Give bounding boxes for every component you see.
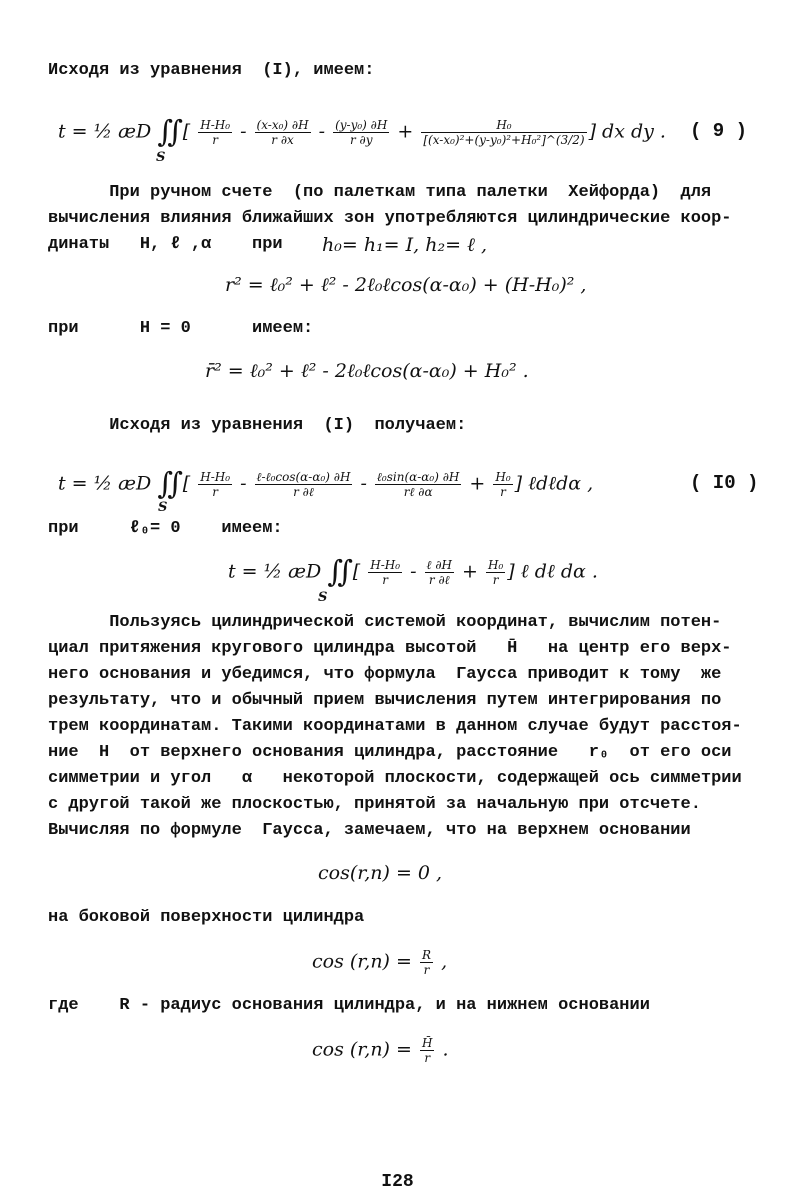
paragraph-line: вычисления влияния ближайших зон употребляются цилиндрические коор- <box>48 209 732 228</box>
paragraph-line: с другой такой же плоскостью, принятой за начальную при отсчете. <box>48 795 701 814</box>
cos3-lhs: cos (r,n) = <box>312 1038 412 1061</box>
integral-subscript: S <box>318 590 328 605</box>
paragraph-line: Пользуясь цилиндрической системой координат, вычислим потен- <box>48 613 722 632</box>
eq10-prefix: t = ½ æD <box>58 472 152 495</box>
integral-subscript: S <box>158 500 168 515</box>
double-integral-symbol: ∬ <box>157 466 183 502</box>
paragraph-line: циал притяжения кругового цилиндра высотой H̄ на центр его верх- <box>48 639 732 658</box>
eq9-frac-2: $\frac{\text{(x-x₀) ∂H}}{r \partial x}$ <box>256 118 309 147</box>
cos-side-surface: cos (r,n) = $\frac{R}{r}$ , <box>312 948 448 977</box>
eq10-frac-2: $\frac{\text{ℓ-ℓ₀cos(α-α₀) ∂H}}{\text{r ∂ℓ}}$ <box>256 470 351 499</box>
eq11-frac-2: $\frac{\text{ℓ ∂H}}{\text{r ∂ℓ}}$ <box>426 558 453 587</box>
cos2-frac: $\frac{R}{r}$ <box>421 948 432 977</box>
eq9-frac-3: $\frac{\text{(y-y₀) ∂H}}{r \partial y}$ <box>335 118 388 147</box>
equation-number-9: ( 9 ) <box>690 120 748 142</box>
page-number: I28 <box>381 1172 414 1192</box>
r-squared-formula: r² = ℓ₀² + ℓ² - 2ℓ₀ℓcos(α-α₀) + (H-H₀)² , <box>225 274 587 296</box>
eq11-frac-3: $\frac{\text{H₀}}{r}$ <box>488 558 504 587</box>
paragraph-line: При ручном счете (по палеткам типа палетки Хейфорда) для <box>48 183 712 202</box>
paragraph-line: на боковой поверхности цилиндра <box>48 908 365 927</box>
equation-number-10: ( I0 ) <box>690 472 759 494</box>
eq9-frac-4: $\frac{\text{H₀}}{\text{[(x-x₀)²+(y-y₀)²+H₀²]\textasciicircum{}(3/2)}}$ <box>423 118 585 147</box>
eq10-tail: ] ℓdℓdα , <box>514 472 594 495</box>
cos2-lhs: cos (r,n) = <box>312 950 412 973</box>
eq10-frac-3: $\frac{\text{ℓ₀sin(α-α₀) ∂H}}{\text{rℓ ∂α}}$ <box>376 470 460 499</box>
cos3-frac: $\frac{H̄}{r}$ <box>421 1036 433 1065</box>
coefficients-formula: h₀= h₁= I, h₂= ℓ , <box>322 234 488 256</box>
eq9-prefix: t = ½ æD <box>58 120 152 143</box>
paragraph-line: него основания и убедимся, что формула Гаусса приводит к тому же <box>48 665 722 684</box>
intro-line: Исходя из уравнения (I), имеем: <box>48 61 375 80</box>
eq10-frac-4: $\frac{\text{H₀}}{r}$ <box>495 470 511 499</box>
paragraph-line: Вычисляя по формуле Гаусса, замечаем, что на верхнем основании <box>48 821 691 840</box>
eq10-frac-1: $\frac{\text{H-H₀}}{r}$ <box>200 470 231 499</box>
double-integral-symbol: ∬ <box>327 554 353 590</box>
paragraph-line: динаты Н, ℓ ,α при <box>48 235 283 254</box>
paragraph-line: Исходя из уравнения (I) получаем: <box>48 416 467 435</box>
paragraph-line: симметрии и угол α некоторой плоскости, содержащей ось симметрии <box>48 769 742 788</box>
paragraph-line: при H = 0 имеем: <box>48 319 314 338</box>
equation-simplified: t = ½ æD ∬[ $\frac{\text{H-H₀}}{r}$ - $\frac{\text{ℓ ∂H}}{\text{r ∂ℓ}}$ + $\frac{\text{H₀}}{r}$ ] ℓ dℓ dα . <box>228 554 598 590</box>
paragraph-line: результату, что и обычный прием вычисления путем интегрирования по <box>48 691 722 710</box>
integral-subscript: S <box>156 150 166 165</box>
eq9-tail: ] dx dy . <box>588 120 666 143</box>
paragraph-line: трем координатам. Такими координатами в данном случае будут расстоя- <box>48 717 742 736</box>
paragraph-line: при ℓ₀= 0 имеем: <box>48 519 283 538</box>
eq11-tail: ] ℓ dℓ dα . <box>507 560 598 583</box>
paragraph-line: ние H от верхнего основания цилиндра, расстояние r₀ от его оси <box>48 743 732 762</box>
paragraph-line: где R - радиус основания цилиндра, и на нижнем основании <box>48 996 650 1015</box>
equation-10: t = ½ æD ∬[ $\frac{\text{H-H₀}}{r}$ - $\frac{\text{ℓ-ℓ₀cos(α-α₀) ∂H}}{\text{r ∂ℓ}}$ - $\frac{\text{ℓ₀sin(α-α₀) ∂H}}{\text{rℓ ∂α}}$ + $\frac{\text{H₀}}{r}$ ] ℓdℓdα , <box>58 466 594 502</box>
cos-bottom-base: cos (r,n) = $\frac{H̄}{r}$ . <box>312 1036 449 1065</box>
eq11-frac-1: $\frac{\text{H-H₀}}{r}$ <box>370 558 401 587</box>
eq11-prefix: t = ½ æD <box>228 560 322 583</box>
double-integral-symbol: ∬ <box>157 114 183 150</box>
cos-top-base: cos(r,n) = 0 , <box>318 862 443 884</box>
eq9-frac-1: $\frac{\text{H-H₀}}{r}$ <box>200 118 231 147</box>
r-squared-formula-h0: r̄² = ℓ₀² + ℓ² - 2ℓ₀ℓcos(α-α₀) + H₀² . <box>205 360 529 382</box>
equation-9: t = ½ æD ∬[ $\frac{\text{H-H₀}}{r}$ - $\frac{\text{(x-x₀) ∂H}}{r \partial x}$ - $\frac{\text{(y-y₀) ∂H}}{r \partial y}$ + $\frac{\text{H₀}}{\text{[(x-x₀)²+(y-y₀)²+H₀²]\textasciicircum{}(3/2)}}$ ] dx dy . <box>58 114 666 150</box>
